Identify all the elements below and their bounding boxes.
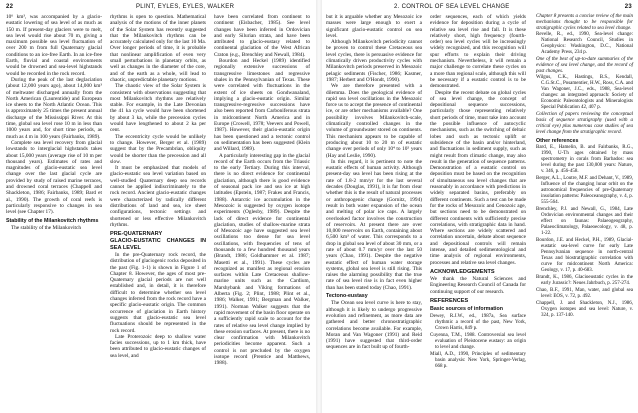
paragraph: The eccentricity cycle would be unlikely to change. However, Berger et al. (1989) suggest that by the Precambrian, obliquity would be shorter than the precession and all slow. <box>110 133 206 165</box>
running-head: PLINT, EYLES, EYLES, WALKER <box>136 4 235 10</box>
paragraph: rhythms is open to question. Mathematical analysis of the motions of the inner planets of the Solar System has recently suggested that the Milankovitch rhythms can be accurately calculated only for the last 10 Ma. Over longer periods of time, it is probable that nonlinear amplification of even very small perturbations in planetary orbits, as well as changes in the diameter of the core, and of the earth as a whole, will lead to chaotic, unpredictable planetary motions. <box>110 14 206 83</box>
reference-entry: Bard, E., Hamelin, B. and Fairbanks, R.G., 1990, U-Th ages obtained by mass spectrometry in corals from Barbados: sea level during the past 130,000 years: Nature, v. 346, p. 456-458. <box>536 145 633 175</box>
reference-entry: Brandt, K., 1986, Glacioeustatic cycles in the early Jurassic?: Neues Jahrbuch, p. 257-274. <box>536 275 633 287</box>
paragraph: Late Proterozoic deep to shallow water facies successions, up to 1 km thick, have been attributed to glacio-eustatic changes of sea level, and <box>110 333 206 359</box>
paragraph: Despite the recent debate on global cycles of sea level change, the concept of depositional sequence successions, particularly those representing relatively short periods of time, must take into account the possible influence of autocyclic mechanisms, such as the switching of deltaic lobes and such as tectonic uplift or subsidence of the basin and/or hinterland, and fluctuations in sediment supply, such as might result from climatic change, may also result in the generation of sequence patterns. Demonstration of a eustatic control on deposition must be based on the recognition of simultaneous sea level changes that are reasonably in accordance with predictions in widely separated basins, preferably on different continents. Such a test can be made for the rocks of Mesozoic and Cenozoic age, but sections need to be demonstrated on different continents with sufficiently precise correlations, with stratigraphic data in hand. Where sections are widely scattered and correlation uncertain, debate about sequence and depositional controls will remain intense, and detailed sedimentological and time analysis of regional environments, processes and relative sea level changes. <box>430 89 526 266</box>
paragraph: Complete sea level recovery from glacial lowstands to interglacial highstands takes about 15,000 years (average rise of 10 m per thousand years). Estimates of rates and magnitudes of glacio-eustatic sea level change over the last glacial cycle are provided by study of raised marine terraces, and drowned coral terraces (Chappell and Shackleton, 1986; Fairbanks, 1989; Bard et al., 1990). The growth of coral reefs is particularly responsive to changes in sea level (see Chapter 17). <box>6 139 102 216</box>
paragraph: 10⁶ km³, was accompanied by a glacio-eustatic lowering of sea level of as much as 150 m. If present-day glaciers were to melt, sea level would rise about 70 m, giving a maximum possible sea level fluctuation of over 200 m from full Quaternary glacial conditions to an ice-free Earth. In an ice-free Earth, fluvial and coastal environments would be drowned and sea-level highstands would be recorded in the rock record. <box>6 14 102 77</box>
reference-entry: Berger, A.L., Loutre, M.F. and Dehant, V., 1989, Influence of the changing lunar orbit on the astronomical frequencies of pre-Quaternary insolation patterns: Paleoceanography, v. 4, p. 555-564. <box>536 176 633 206</box>
paragraph: In this regard, it is pertinent to note the eustatic effects of human activity. Although present-day sea level has been rising at the rate of 1.8-2 mm/yr for the last several decades (Douglas, 1991), it is far from clear whether this is the result of natural processes or anthropogenic change (Gornitz, 1994) result in both water expansion of the ocean and melting of polar ice caps. A largely overlooked factor involves the construction of reservoirs. At present there are over 10,000 reservoirs on Earth, containing about 6,500 km³ of water. This corresponds to a drop in global sea level of about 30 mm, or a rate of about 0.7 mm/yr over the last 50 years (Chao, 1991). Despite the negative eustatic effect of human water storage systems, global sea level is still rising. This raises the alarming possibility that the true rate of sea level rise is in fact even higher than has been stated today (Chao, 1991). <box>326 158 422 291</box>
annotation-text: Chapter 8 presents a concise review of the main mechanisms thought to be responsible for stratigraphic cycles related to sea level change. <box>536 14 633 31</box>
paragraph: order sequences, each of which yields evidence for deposition during a cycle of relative sea level rise and fall. It is these relatively short, high frequency (fourth-order) sea level cycles will be increasingly widely recognized, and this recognition will spur efforts to explain their driving mechanism. Nevertheless, it will remain a major challenge to correlate these cycles on a more than regional scale, although this will be necessary if a eustatic control is to be demonstrated. <box>430 14 526 90</box>
paragraph: We are therefore presented with a dilemma. Does the geological evidence of rapid sea level oscillations in the Mesozoic force us to accept the presence of continental ice, or are other mechanisms available? One possibility involves Milankovitch-scale, climatically controlled changes in the volume of groundwater stored on continents. This mechanism appears to be capable of producing about 10 to 20 m of eustatic change over periods of only 10⁴ to 10⁵ years (Hay and Leslie, 1990). <box>326 83 422 159</box>
right-column-1 <box>326 14 422 351</box>
section-heading: PRE-QUATERNARY <box>110 231 163 238</box>
paragraph: have been correlated from continent to continent (Eisbacher, 1985). See level changes have been inferred in Ordovician and early Silurian strata, and have been attributed to glacio-eustasy related to continental glaciation of the West African Craton (e.g., Brenchley and Newall, 1984). <box>214 14 310 58</box>
paragraph: In the pre-Quaternary rock record, the distribution of glaciogenic rocks deposited in the past (Fig. 1-1) is shown in Figure 1 of Chapter 8. However, the ages of most pre-Quaternary glacial periods are not well established and, in detail, it is therefore difficult to determine whether sea level changes inferred from the rock record have a specific glacio-eustatic origin. The common occurrence of glaciation in Earth history suggests that glacio-eustatic sea level fluctuations should be represented in the rock record. <box>110 251 206 334</box>
left-page <box>0 0 316 413</box>
reference-entry: Miall, A.D., 1990, Principles of sedimentary basin analysis: New York, Springer-Verlag, 668 p. <box>430 351 526 369</box>
right-column-3 <box>536 14 633 320</box>
subsection-heading: Basic sources of information <box>430 306 503 313</box>
left-column-1 <box>6 14 102 231</box>
paragraph: The chaotic view of the Solar System is consistent with observations suggesting that most Milankovitch rhythms are relatively stable. For example, in the Late Devonian the 41 ka cycle would have been shortened by about 3 ka, while the precession cycles would have lengthened to about 2 ka per cent. <box>110 83 206 134</box>
paragraph: It must be emphasized that models of glacio-eustatic sea level variation based on well-studied Quaternary deep sea records cannot be applied indiscriminately to the rock record. Ancient glacio-eustatic changes were characterized by radically different distributions of land and sea, ice sheet configurations, tectonic settings and shortened or less effective Milankovitch rhythms. <box>110 165 206 228</box>
running-head: 2. CONTROL OF SEA LEVEL CHANGE <box>394 4 510 10</box>
page-number: 22 <box>6 4 14 10</box>
reference-entry: Wilgus, C.K., Hastings, B.S., Kendall, C.G.St.C., Posamentier, H.W., Ross, C.A. and Van Wagoner, J.C., eds., 1988, Sea-level changes: an integrated approach: Society of Economic Paleontologists and Mineralogists Special Publication 42, 407 p. <box>536 75 633 110</box>
left-column-3 <box>214 14 310 367</box>
annotation-text: Collection of papers reviewing the conceptual basis of sequence stratigraphy (used with a critical eye) plus numerous case studies of sea level change from the stratigraphic record. <box>536 112 633 135</box>
paragraph: During the peak of the last deglaciation (about 12,000 years ago), about 14,000 km³ of meltwater discharged annually from the North American (Laurentide) and European ice sheets to the North Atlantic Ocean. This is approximately 25 times the present annual discharge of the Mississippi River. At this time, global sea level rose 10 m in less than 1000 years and, for short time periods, as much as 4 m in 100 years (Fairbanks, 1989). <box>6 76 102 140</box>
reference-entry: Chao, B.F., 1991, Man, water, and global sea level: EOS, v. 72, p. 492. <box>536 288 633 300</box>
subsection-heading: Other references <box>536 138 579 144</box>
section-heading: ACKNOWLEDGEMENTS <box>430 268 495 275</box>
left-column-2 <box>110 14 206 359</box>
paragraph: Bourdon and Heckel (1989) identified regionally extensive successions of transgressive limestones and regressive shales in the Pennsylvanian of Texas. These were correlated with fluctuations in the extent of ice sheets on Gondwanaland, implying a glacio-eustatic origin. Similar transgressive-regressive successions have also been reported from Carboniferous strata in midcontinent North America and in Europe (Crowell, 1978; Veevers and Powell, 1987). However, their glacio-eustatic origin has been questioned and a tectonic control on sedimentation has been suggested (Klein and Willard, 1989). <box>214 58 310 153</box>
paragraph: The stability of the Milankovitch <box>11 224 82 231</box>
reference-entry: Cuyenna, T.M., 1988. Controversial sea level evaluation of Pleistocene eustasy: an origin to level and change. <box>430 332 526 350</box>
right-column-2 <box>430 14 526 371</box>
section-heading: Stability of the Milankovitch rhythms <box>6 217 99 224</box>
reference-entry: Dewey, R.J.W., ed., 1987a, Sea surface rhythmic a record of the past, New York, Crown Harris, 849 p. <box>430 313 526 331</box>
annotation-text: One of the best of up-to-date summaries of the evidence of sea level change, and the record of past changes. <box>536 57 633 74</box>
reference-entry: Bourdon, J.E. and Heckel, P.H., 1989, Glacial-eustatic sea-level curve for early Late Pennsylvanian sequence in north-central Texas and biostratigraphic correlation with curve for midcontinent North America: Geology, v. 17, p. 40-683. <box>536 238 633 274</box>
paragraph: Although Milankovitch periodicity cannot be proven to control these Cretaceous sea level cycles, there is persuasive evidence for climatically driven productivity cycles with Milankovitch periods preserved in Mesozoic pelagic sediments (Fischer, 1986; Kasmer, 1987; Herbert and O'Hondt, 1990). <box>326 39 422 83</box>
section-heading: GLACIO-EUSTATIC CHANGES IN SEA LEVEL <box>110 238 206 251</box>
page-number: 23 <box>624 4 632 10</box>
section-heading: REFERENCES <box>430 298 469 305</box>
paragraph: We thank the Natural Sciences and Engineering Research Council of Canada for continuing support of our research. <box>430 276 526 295</box>
paragraph: A particularly interesting gap in the glacial record of the Earth occurs from the Triassic to the early Tertiary. During this interval, there is no direct evidence for continental glaciation, although there is good evidence of seasonal pack ice and sea ice at high latitudes (Epstein, 1987; Frakes and Francis, 1988). Antarctic ice accumulation in the Mesozoic is suggested by oxygen isotope experiments (Oglesby, 1989). Despite the lack of direct evidence for continental glaciation, studies of shallow-marine strata of Mesozoic age have suggested sea level oscillations too dense for sea level oscillations, with frequencies of tens of thousands to a few hundred thousand years (Brandt, 1986; Goldhammer et al. 1987; Masetti et al., 1991). These cycles are recognized as manifest as regional erosion surfaces within Late Cretaceous shallow-marine units such as the Cardium, Marshybank and Viking formations of Alberta (Fig. 2; Plint, 1988; Plint et al., 1986; Walker, 1991; Bergman and Walker, 1991). Norman Walker suggests that the rapid movement of the basin floor operate on a sufficiently rapid scale to account for the rates of relative sea level change implied by these erosion surfaces. At present, there is no clear confirmation with Milankovitch periodicities become apparent. Such a control is not precluded by the oxygen isotope record (Prentice and Matthews, 1988). <box>214 152 310 367</box>
reference-entry: Brenchley, P.J. and Newall, G., 1984, Late Ordovician environmental changes and their effect on faunas: Palaeogeography, Palaeoclimatology, Palaeoecology, v. 48, p. 1-22. <box>536 207 633 237</box>
paragraph: The Ocean sea level curve is here to stay, although it is likely to undergo progressive evolution and refinement, as more data are gathered and better chronostratigraphic correlations become available. For example, Moran and Van Wagoner (1991) and Reid (1991) have suggested that third-order sequences are in fact built up of fourth- <box>326 300 422 351</box>
paragraph: but it is arguable whether any Mesozoic ice masses were large enough to exert a significant glacio-eustatic control on sea level. <box>326 14 422 39</box>
reference-entry: Chappell, J. and Shackleton, N.J., 1986, Oxygen isotopes and sea level: Nature, v. 324, p. 137-140. <box>536 301 633 319</box>
reference-entry: Revelle, R., ed., 1990, Sea-level change: National Research Council, Studies in Geophysics: Washington, D.C., National Academy Press, 234 p. <box>536 32 633 55</box>
section-heading: Tectono-eustasy <box>326 293 368 300</box>
right-page <box>322 0 638 413</box>
